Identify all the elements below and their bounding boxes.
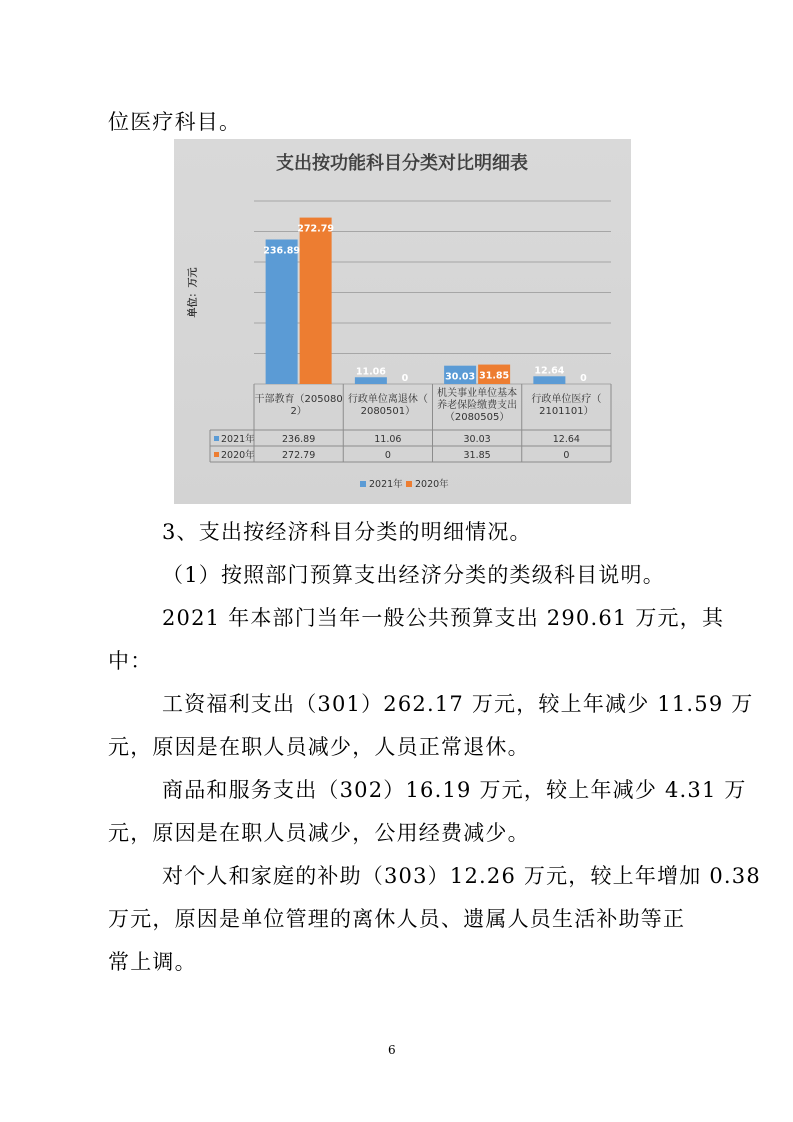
data-label: 31.85 (479, 370, 510, 382)
para4-line1: 对个人和家庭的补助（303）12.26 万元，较上年增加 0.38 (162, 864, 761, 888)
sub-heading: （1）按照部门预算支出经济分类的类级科目说明。 (162, 563, 665, 587)
para1-line1: 2021 年本部门当年一般公共预算支出 290.61 万元，其 (162, 606, 725, 630)
data-label: 0 (401, 373, 409, 384)
table-cell: 236.89 (282, 434, 316, 445)
para3-line2: 元，原因是在职人员减少，公用经费减少。 (108, 821, 530, 845)
para4-line3: 常上调。 (108, 950, 197, 974)
table-cell: 0 (384, 450, 391, 461)
table-cell: 272.79 (282, 450, 316, 461)
bar-2021 (533, 376, 565, 384)
data-label: 272.79 (297, 223, 334, 235)
y-axis-label: 单位：万元 (188, 267, 199, 318)
legend-label: 2021年 (369, 479, 403, 490)
chart (174, 139, 631, 504)
table-cell: 11.06 (374, 434, 402, 445)
para3-line1: 商品和服务支出（302）16.19 万元，较上年减少 4.31 万 (162, 778, 747, 802)
category-label: 2080501） (360, 406, 416, 417)
category-label: 机关事业单位基本 (437, 388, 518, 399)
category-label: 行政单位医疗（ (531, 394, 602, 405)
table-legend-key (214, 436, 219, 441)
bar-2021 (266, 239, 298, 384)
category-label: 干部教育（205080 (254, 394, 343, 405)
table-cell: 31.85 (463, 450, 491, 461)
table-cell: 30.03 (463, 434, 491, 445)
page-number: 6 (388, 1043, 396, 1057)
category-label: 2101101） (539, 406, 594, 417)
bar-2020 (300, 218, 332, 384)
table-series-name: 2021年 (221, 434, 255, 445)
data-label: 236.89 (263, 245, 300, 257)
category-label: 行政单位离退休（ (347, 394, 428, 405)
chart-svg (174, 139, 631, 504)
text-line-top: 位医疗科目。 (108, 110, 242, 134)
para2-line1: 工资福利支出（301）262.17 万元，较上年减少 11.59 万 (162, 692, 754, 716)
data-label: 11.06 (355, 366, 386, 378)
legend-label: 2020年 (415, 479, 449, 490)
section-heading: 3、支出按经济科目分类的明细情况。 (162, 520, 532, 544)
category-label: 2） (290, 406, 307, 417)
legend-key (406, 481, 412, 487)
para1-line2: 中： (108, 649, 153, 673)
table-legend-key (214, 452, 219, 457)
para4-line2: 万元，原因是单位管理的离休人员、遗属人员生活补助等正 (108, 907, 686, 931)
para2-line2: 元，原因是在职人员减少，人员正常退休。 (108, 735, 530, 759)
table-series-name: 2020年 (221, 450, 255, 461)
table-cell: 0 (563, 450, 570, 461)
bar-2021 (355, 377, 387, 384)
chart-title: 支出按功能科目分类对比明细表 (276, 153, 528, 174)
category-label: 养老保险缴费支出 (437, 400, 518, 411)
table-cell: 12.64 (552, 434, 580, 445)
legend-key (360, 481, 366, 487)
data-label: 30.03 (445, 371, 476, 383)
data-label: 0 (580, 373, 587, 384)
data-label: 12.64 (534, 365, 565, 377)
category-label: （2080505） (444, 412, 510, 423)
